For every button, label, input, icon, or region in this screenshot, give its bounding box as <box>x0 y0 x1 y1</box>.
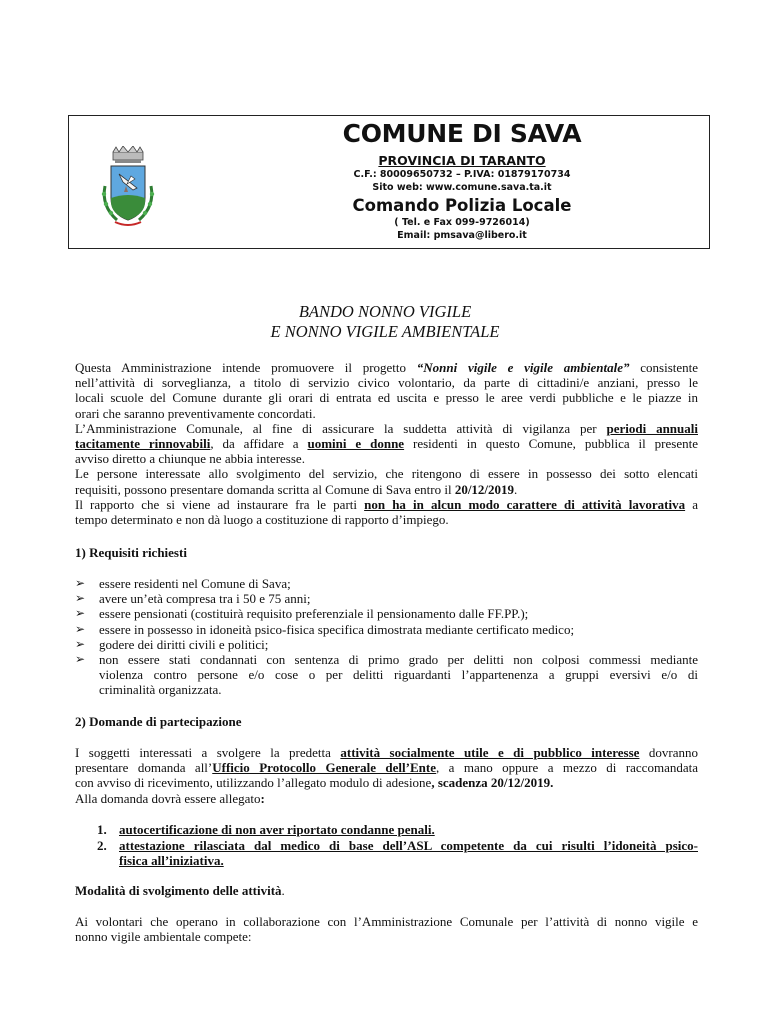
intro-paragraph <box>75 360 698 527</box>
list-item: ➢ godere dei diritti civili e politici; <box>75 636 269 652</box>
section-1-heading: 1) Requisiti richiesti <box>75 545 187 560</box>
text-line: presentare domanda all’Ufficio Protocollo Generale dell’Ente, a mano oppure a mezzo di raccomandata <box>75 760 698 776</box>
text-line: Questa Amministrazione intende promuovere il progetto “Nonni vigile e vigile ambientale” consistente <box>75 360 699 375</box>
arrow-bullet-icon: ➢ <box>75 636 86 651</box>
list-item: ➢ essere in possesso in idoneità psico-fisica specifica dimostrata mediante certificato medico; <box>75 621 575 637</box>
list-item: ➢ non essere stati condannati con sentenza di primo grado per delitti non colposi commessi mediante violenza contro persone e/o cose o per delitti riguardanti l’appartenenza a gruppi eversivi e/o di criminalità organizzata. <box>75 652 698 698</box>
document-title-line-1: BANDO NONNO VIGILE <box>298 302 472 321</box>
text-line: L’Amministrazione Comunale, al fine di assicurare la suddetta attività di vigilanza per periodi annuali <box>75 420 698 436</box>
text-line: con avviso di ricevimento, utilizzando l’allegato modulo di adesione, scadenza 20/12/2019. <box>75 775 554 791</box>
text-line: Alla domanda dovrà essere allegato: <box>75 790 265 806</box>
section-2-heading: 2) Domande di partecipazione <box>75 714 242 729</box>
text-line: locali scuole del Comune durante gli orari di entrata ed uscita e presso le aree verdi pubbliche e le piazze in <box>75 390 698 406</box>
text-line: Ai volontari che operano in collaborazione con l’Amministrazione Comunale per l’attività di nonno vigile e <box>75 914 698 929</box>
letterhead <box>68 115 710 249</box>
section-2-paragraph <box>75 745 698 806</box>
arrow-bullet-icon: ➢ <box>75 576 86 590</box>
attachment-item-2: 2. attestazione rilasciata dal medico di base dell’ASL competente da cui risulti l’idoneità psico- fisica all’iniziativa. <box>97 838 698 869</box>
document-title-line-2: E NONNO VIGILE AMBIENTALE <box>270 322 500 341</box>
text-line: tacitamente rinnovabili, da affidare a uomini e donne residenti in questo Comune, pubblica il presente <box>75 435 698 451</box>
province-name: PROVINCIA DI TARANTO <box>378 153 546 168</box>
text-line: avviso diretto a chiunque ne abbia interesse. <box>75 451 305 467</box>
fiscal-codes: C.F.: 80009650732 – P.IVA: 01879170734 <box>353 169 571 180</box>
section-3-heading: Modalità di svolgimento delle attività. <box>75 883 285 898</box>
arrow-bullet-icon: ➢ <box>75 621 86 636</box>
text-line: Il rapporto che si viene ad instaurare fra le parti non ha in alcun modo carattere di attività lavorativa a <box>75 496 698 512</box>
list-item: ➢ essere residenti nel Comune di Sava; <box>75 576 291 591</box>
list-item: ➢ avere un’età compresa tra i 50 e 75 anni; <box>75 591 311 607</box>
text-line: nonno vigile ambientale compete: <box>75 929 252 945</box>
email-address: Email: pmsava@libero.it <box>397 230 527 241</box>
text-line: nell’attività di sorveglianza, a titolo di servizio civico volontario, da parte di cittadini/e anziani, presso le <box>75 375 698 391</box>
attachment-item-1: 1. autocertificazione di non aver riportato condanne penali. <box>97 822 435 837</box>
website: Sito web: www.comune.sava.ta.it <box>372 182 552 193</box>
arrow-bullet-icon: ➢ <box>75 591 86 606</box>
section-3-paragraph <box>75 914 698 944</box>
arrow-bullet-icon: ➢ <box>75 652 86 667</box>
text-line: requisiti, possono presentare domanda scritta al Comune di Sava entro il 20/12/2019. <box>75 481 518 497</box>
text-line: Le persone interessate allo svolgimento del servizio, che ritengono di essere in possesso dei sotto elencati <box>75 466 698 482</box>
text-line: I soggetti interessati a svolgere la predetta attività socialmente utile e di pubblico interesse dovranno <box>75 745 698 760</box>
text-line: orari che saranno preventivamente concordati. <box>75 405 316 421</box>
arrow-bullet-icon: ➢ <box>75 606 86 621</box>
text-line: tempo determinato e non dà luogo a costituzione di rapporto d’impiego. <box>75 511 449 527</box>
coat-of-arms-icon <box>97 146 159 228</box>
requirements-list <box>75 576 698 698</box>
phone-fax: ( Tel. e Fax 099-9726014) <box>394 217 530 228</box>
municipality-title: COMUNE DI SAVA <box>342 119 582 148</box>
command-name: Comando Polizia Locale <box>352 196 572 215</box>
list-item: ➢ essere pensionati (costituirà requisito preferenziale il pensionamento dalle FF.PP.); <box>75 606 529 622</box>
